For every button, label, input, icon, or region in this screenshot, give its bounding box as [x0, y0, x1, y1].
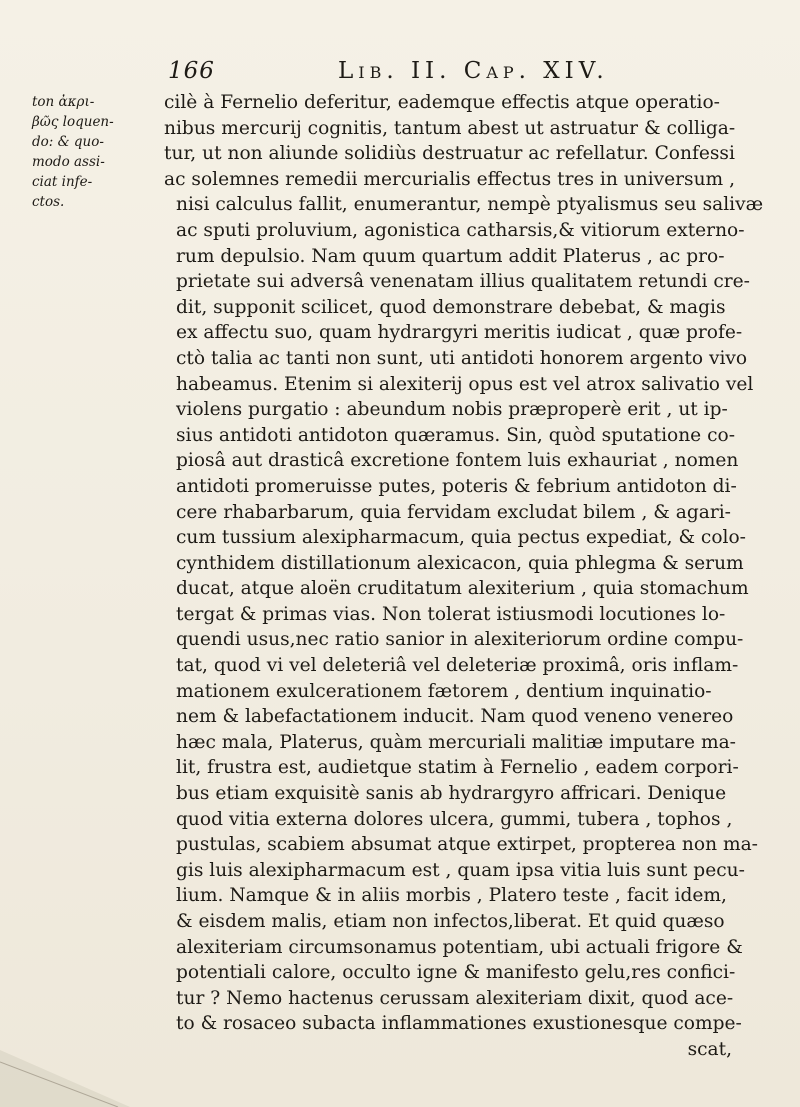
text-line: bus etiam exquisitè sanis ab hydrargyro affricari. Denique	[176, 783, 727, 805]
text-line: ac solemnes remedii mercurialis effectus tres in universum ,	[164, 168, 736, 190]
text-line: ex affectu suo, quam hydrargyri meritis iudicat , quæ profe-	[176, 322, 743, 344]
text-line: to & rosaceo subacta inflammationes exustionesque compe-	[176, 1013, 742, 1035]
text-line: potentiali calore, occulto igne & manifesto gelu,res confici-	[176, 962, 736, 984]
marginal-note	[32, 92, 160, 212]
text-line: ac sputi proluvium, agonistica catharsis,& vitiorum externo-	[176, 219, 745, 241]
text-line: lit, frustra est, audietque statim à Fernelio , eadem corpori-	[176, 757, 739, 779]
text-line: violens purgatio : abeundum nobis præproperè erit , ut ip-	[176, 399, 728, 421]
text-line: ctò talia ac tanti non sunt, uti antidoti honorem argento vivo	[176, 347, 748, 369]
text-line: cum tussium alexipharmacum, quia pectus expediat, & colo-	[176, 527, 746, 549]
text-line: tur ? Nemo hactenus cerussam alexiteriam dixit, quod ace-	[176, 987, 734, 1009]
page-number: 166	[168, 58, 215, 84]
text-line: tat, quod vi vel deleteriâ vel deleteriæ proximâ, oris inflam-	[176, 655, 739, 677]
text-line: mationem exulcerationem fætorem , dentium inquinatio-	[176, 680, 712, 702]
text-line: rum depulsio. Nam quum quartum addit Platerus , ac pro-	[176, 245, 725, 267]
text-line: quod vitia externa dolores ulcera, gummi, tubera , tophos ,	[176, 808, 733, 830]
chapter-heading: Lib. II. Cap. XIV.	[338, 58, 609, 84]
margin-line: ton ἀκρι-	[32, 94, 95, 110]
text-line: & eisdem malis, etiam non infectos,liberat. Et quid quæso	[176, 911, 725, 932]
running-head	[168, 58, 728, 92]
text-line: tergat & primas vias. Non tolerat istiusmodi locutiones lo-	[176, 603, 726, 625]
text-line: tur, ut non aliunde solidiùs destruatur ac refellatur. Confessi	[164, 143, 735, 165]
body-text	[164, 90, 764, 1063]
text-line: gis luis alexipharmacum est , quam ipsa vitia luis sunt pecu-	[176, 859, 745, 881]
text-line: pustulas, scabiem absumat atque extirpet, propterea non ma-	[176, 834, 758, 856]
text-line: ducat, atque aloën cruditatum alexiterium , quia stomachum	[176, 578, 749, 600]
text-line: nem & labefactationem inducit. Nam quod veneno venereo	[176, 706, 734, 728]
text-line: quendi usus,nec ratio sanior in alexiteriorum ordine compu-	[176, 629, 744, 651]
text-line: cere rhabarbarum, quia fervidam excludat bilem , & agari-	[176, 501, 731, 523]
text-line: nisi calculus fallit, enumerantur, nempè ptyalismus seu salivæ	[176, 194, 764, 216]
text-line: lium. Namque & in aliis morbis , Platero teste , facit idem,	[176, 885, 727, 907]
text-line: antidoti promeruisse putes, poteris & febrium antidoton di-	[176, 475, 737, 497]
margin-line: βῶς loquen-	[32, 114, 114, 130]
margin-line: ciat infe-	[32, 174, 93, 190]
margin-line: do: & quo-	[32, 134, 104, 150]
text-line: cilè à Fernelio deferitur, eademque effectis atque operatio-	[164, 92, 720, 113]
text-line: piosâ aut drasticâ excretione fontem luis exhauriat , nomen	[176, 450, 739, 472]
text-line: sius antidoti antidoton quæramus. Sin, quòd sputatione co-	[176, 424, 735, 446]
text-line: prietate sui adversâ venenatam illius qualitatem retundi cre-	[176, 271, 750, 293]
text-line: scat,	[687, 1038, 732, 1060]
text-line: nibus mercurij cognitis, tantum abest ut astruatur & colliga-	[164, 117, 736, 139]
text-line: alexiteriam circumsonamus potentiam, ubi actuali frigore &	[176, 936, 743, 958]
text-line: habeamus. Etenim si alexiterij opus est vel atrox salivatio vel	[176, 373, 754, 395]
margin-line: modo assi-	[32, 154, 105, 170]
page-corner-shadow	[0, 1050, 130, 1107]
margin-line: ctos.	[32, 194, 65, 210]
text-line: hæc mala, Platerus, quàm mercuriali malitiæ imputare ma-	[176, 731, 736, 753]
text-line: dit, supponit scilicet, quod demonstrare debebat, & magis	[176, 296, 726, 318]
text-line: cynthidem distillationum alexicacon, quia phlegma & serum	[176, 552, 744, 574]
